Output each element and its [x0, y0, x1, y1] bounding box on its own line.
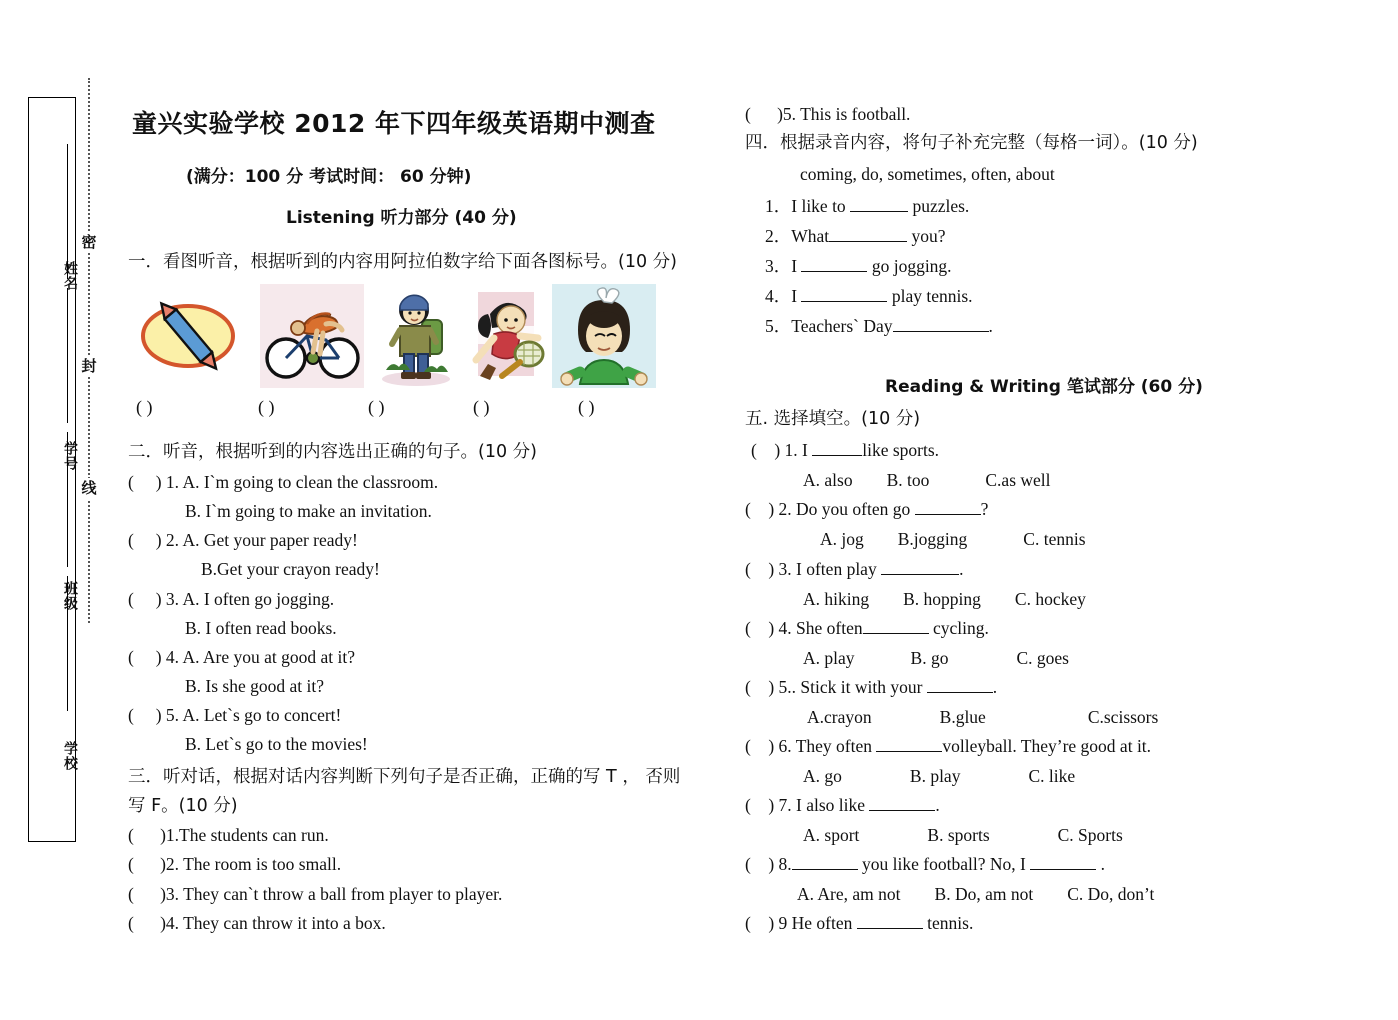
- s5-bracket-3[interactable]: ( ): [745, 559, 775, 579]
- s3-num-4: 4.: [165, 913, 180, 933]
- section3-heading-line2: 写 F。(10 分): [128, 796, 238, 816]
- s5-after-9: tennis.: [922, 913, 974, 933]
- s5-blank-3[interactable]: [881, 574, 959, 575]
- id-field-name: [29, 218, 77, 328]
- exam-subtitle: (满分：100 分 考试时间： 60 分钟): [186, 167, 472, 187]
- s5-item-9: [745, 909, 973, 937]
- id-field-school: [29, 698, 77, 808]
- s2-opt-b-5: B. Let`s go to the movies!: [185, 734, 368, 754]
- s4-word-bank: coming, do, sometimes, often, about: [800, 164, 1055, 184]
- s5-item-1: [745, 436, 939, 464]
- picture-girl-green: [552, 284, 656, 388]
- s2-opt-b-1: B. I`m going to make an invitation.: [185, 501, 432, 521]
- s3-item-3: [128, 880, 502, 908]
- s5-item-2: [745, 495, 988, 523]
- s5-opt-a-6[interactable]: A. go: [803, 766, 842, 786]
- picture-answer-brackets: [128, 393, 728, 419]
- s4-blank-5[interactable]: [893, 331, 989, 332]
- section2-heading: 二．听音，根据听到的内容选出正确的句子。(10 分): [128, 442, 537, 462]
- id-write-line-school[interactable]: [67, 576, 68, 711]
- s5-before-4: She often: [796, 618, 863, 638]
- s2-opt-b-3: B. I often read books.: [185, 618, 337, 638]
- id-write-line-name[interactable]: [67, 144, 68, 279]
- answer-bracket-1[interactable]: ( ): [136, 397, 153, 417]
- s5-num-9: 9: [778, 913, 788, 933]
- picture-row: [132, 284, 732, 390]
- s2-opt-a-3: A. I often go jogging.: [182, 589, 335, 609]
- s2-bracket-2[interactable]: ( ): [128, 530, 162, 550]
- s4-num-5: 5．: [765, 316, 792, 336]
- s4-before-3: I: [791, 256, 802, 276]
- s2-item-3-b: [128, 614, 337, 642]
- answer-bracket-2[interactable]: ( ): [258, 397, 275, 417]
- s3-text-2: The room is too small.: [183, 854, 342, 874]
- s5-after-4: cycling.: [928, 618, 989, 638]
- s2-bracket-3[interactable]: ( ): [128, 589, 162, 609]
- s2-item-4: [128, 643, 355, 671]
- s5-opt-c-2[interactable]: C. tennis: [1023, 529, 1086, 549]
- s5-opt-a-1[interactable]: A. also: [803, 470, 853, 490]
- s5-opt-b-1[interactable]: B. too: [886, 470, 930, 490]
- s2-opt-b-4: B. Is she good at it?: [185, 676, 325, 696]
- s5-opt-c-6[interactable]: C. like: [1028, 766, 1076, 786]
- s5-num-5: 5..: [778, 677, 797, 697]
- section4-heading: 四．根据录音内容，将句子补充完整（每格一词）。(10 分): [745, 133, 1198, 153]
- id-field-label-number: 学号: [62, 441, 78, 471]
- s5-bracket-7[interactable]: ( ): [745, 795, 775, 815]
- s4-after-5: .: [988, 316, 993, 336]
- s5-blank-1[interactable]: [812, 455, 862, 456]
- s5-bracket-4[interactable]: ( ): [745, 618, 775, 638]
- s5-before-9: He often: [791, 913, 857, 933]
- s5-num-3: 3.: [778, 559, 792, 579]
- s5-opt-b-8[interactable]: B. Do, am not: [934, 884, 1034, 904]
- s2-item-5: [128, 701, 341, 729]
- s3-bracket-1[interactable]: ( ): [128, 825, 166, 845]
- s5-bracket-8[interactable]: ( ): [745, 854, 775, 874]
- s5-item-7: [745, 791, 940, 819]
- s5-after-6: volleyball. They’re good at it.: [942, 736, 1152, 756]
- s3-bracket-4[interactable]: ( ): [128, 913, 166, 933]
- s5-blank-5[interactable]: [927, 692, 993, 693]
- s5-blank-6[interactable]: [876, 751, 942, 752]
- s5-bracket-5[interactable]: ( ): [745, 677, 775, 697]
- s2-item-1: [128, 468, 438, 496]
- s2-bracket-4[interactable]: ( ): [128, 647, 162, 667]
- answer-bracket-3[interactable]: ( ): [368, 397, 385, 417]
- s3-text-1: The students can run.: [179, 825, 329, 845]
- s3-item-4: [128, 909, 386, 937]
- s5-opt-c-3[interactable]: C. hockey: [1014, 589, 1086, 609]
- s4-num-4: 4．: [765, 286, 792, 306]
- answer-bracket-4[interactable]: ( ): [473, 397, 490, 417]
- s5-num-7: 7.: [778, 795, 792, 815]
- s5-blank-2[interactable]: [915, 514, 981, 515]
- id-field-label-name: 姓名: [62, 261, 78, 291]
- s4-item-5: [745, 312, 993, 340]
- s4-before-2: What: [791, 226, 830, 246]
- s4-blank-1[interactable]: [850, 211, 908, 212]
- s3-num-1: 1.: [165, 825, 180, 845]
- s3-text-5: This is football.: [800, 104, 911, 124]
- s2-opt-a-2: A. Get your paper ready!: [182, 530, 358, 550]
- s2-item-5-b: [128, 730, 368, 758]
- seal-char-feng: 封: [79, 356, 99, 377]
- section1-heading: 一．看图听音，根据听到的内容用阿拉伯数字给下面各图标号。(10 分): [128, 252, 677, 272]
- page-title: 童兴实验学校 2012 年下四年级英语期中测查: [132, 109, 656, 138]
- s5-bracket-1[interactable]: ( ): [751, 440, 781, 460]
- s2-item-4-b: [128, 672, 324, 700]
- s3-text-3: They can`t throw a ball from player to player.: [183, 884, 503, 904]
- s2-num-2: 2.: [165, 530, 180, 550]
- s5-opt-b-3[interactable]: B. hopping: [903, 589, 981, 609]
- s4-after-2: you?: [907, 226, 946, 246]
- s4-item-2: [745, 222, 946, 250]
- s5-options-8: [745, 880, 1154, 908]
- s5-bracket-2[interactable]: ( ): [745, 499, 775, 519]
- s5-options-6: [745, 762, 1075, 790]
- id-field-label-class: 班级: [62, 581, 78, 611]
- s5-opt-b-2[interactable]: B.jogging: [897, 529, 968, 549]
- s5-after2-8: .: [1096, 854, 1105, 874]
- s5-item-8: [745, 850, 1105, 878]
- s5-opt-b-7[interactable]: B. sports: [927, 825, 990, 845]
- s2-item-1-b: [128, 497, 432, 525]
- reading-writing-banner: Reading & Writing 笔试部分 (60 分): [885, 377, 1203, 397]
- s5-num-4: 4.: [778, 618, 792, 638]
- s5-after-7: .: [935, 795, 940, 815]
- s2-bracket-1[interactable]: ( ): [128, 472, 162, 492]
- s5-bracket-6[interactable]: ( ): [745, 736, 775, 756]
- s4-item-4: [745, 282, 973, 310]
- s5-opt-b-4[interactable]: B. go: [910, 648, 949, 668]
- s5-before-2: Do you often go: [796, 499, 915, 519]
- s3-item-1: [128, 821, 329, 849]
- s4-num-2: 2．: [765, 226, 792, 246]
- s3-item-2: [128, 850, 341, 878]
- s2-bracket-5[interactable]: ( ): [128, 705, 162, 725]
- s5-options-3: [745, 585, 1086, 613]
- s5-opt-a-2[interactable]: A. jog: [820, 529, 864, 549]
- s5-opt-c-8[interactable]: C. Do, don’t: [1067, 884, 1155, 904]
- s3-num-5: 5.: [782, 104, 797, 124]
- s5-item-5: [745, 673, 997, 701]
- s5-num-2: 2.: [778, 499, 792, 519]
- s5-blank-8a[interactable]: [792, 869, 858, 870]
- s5-after-3: .: [959, 559, 964, 579]
- s2-num-4: 4.: [165, 647, 180, 667]
- s5-after-5: .: [992, 677, 998, 697]
- seal-dotted-line: [88, 78, 90, 623]
- s5-opt-a-3[interactable]: A. hiking: [803, 589, 870, 609]
- id-write-line-class[interactable]: [67, 432, 68, 567]
- s5-options-1: [745, 466, 1051, 494]
- s4-after-1: puzzles.: [908, 196, 970, 216]
- s5-options-5: [745, 703, 1158, 731]
- s5-after-1: like sports.: [862, 440, 940, 460]
- s4-blank-3[interactable]: [801, 271, 867, 272]
- seal-char-mi: 密: [79, 232, 99, 253]
- answer-bracket-5[interactable]: ( ): [578, 397, 595, 417]
- s2-opt-a-5: A. Let`s go to concert!: [182, 705, 342, 725]
- seal-char-xian: 线: [79, 478, 99, 499]
- s2-item-2: [128, 526, 358, 554]
- s3-bracket-3[interactable]: ( ): [128, 884, 166, 904]
- picture-tennis: [454, 284, 558, 388]
- s5-opt-c-1[interactable]: C.as well: [985, 470, 1051, 490]
- s3-num-3: 3.: [165, 884, 180, 904]
- id-field-label-school: 学校: [62, 741, 78, 771]
- section5-heading: 五. 选择填空。(10 分): [745, 409, 921, 429]
- s5-before-7: I also like: [796, 795, 870, 815]
- s5-opt-a-7[interactable]: A. sport: [803, 825, 860, 845]
- s2-opt-b-2: B.Get your crayon ready!: [201, 559, 380, 579]
- s5-num-6: 6.: [778, 736, 792, 756]
- s5-item-4: [745, 614, 989, 642]
- s5-blank-7[interactable]: [869, 810, 935, 811]
- s5-bracket-9[interactable]: ( ): [745, 913, 775, 933]
- picture-cycling: [260, 284, 364, 388]
- s5-after-2: ?: [980, 499, 989, 519]
- s4-after-4: play tennis.: [887, 286, 973, 306]
- s4-after-3: go jogging.: [867, 256, 952, 276]
- s5-opt-c-4[interactable]: C. goes: [1016, 648, 1069, 668]
- s5-opt-a-5[interactable]: A.crayon: [807, 707, 872, 727]
- s3-num-2: 2.: [165, 854, 180, 874]
- s5-opt-c-7[interactable]: C. Sports: [1057, 825, 1123, 845]
- s4-before-5: Teachers` Day: [791, 316, 893, 336]
- s5-options-7: [745, 821, 1123, 849]
- picture-hiking: [364, 284, 468, 388]
- s2-num-1: 1.: [165, 472, 180, 492]
- s5-blank-9[interactable]: [857, 928, 923, 929]
- s2-opt-a-1: A. I`m going to clean the classroom.: [182, 472, 439, 492]
- id-field-number: [29, 398, 77, 508]
- margin-strip: [0, 0, 120, 1020]
- student-id-box: [28, 97, 76, 842]
- s5-before-6: They often: [795, 736, 877, 756]
- s5-blank-8b[interactable]: [1030, 869, 1096, 870]
- id-write-line-number[interactable]: [67, 288, 68, 423]
- s5-opt-a-8[interactable]: A. Are, am not: [797, 884, 901, 904]
- section3-heading-line1: 三．听对话，根据对话内容判断下列句子是否正确，正确的写 T ， 否则: [128, 767, 681, 787]
- s3-bracket-5[interactable]: ( ): [745, 104, 783, 124]
- s5-after-8: you like football? No, I: [857, 854, 1031, 874]
- s5-before-5: Stick it with your: [800, 677, 927, 697]
- s4-item-3: [745, 252, 952, 280]
- s2-opt-a-4: A. Are you at good at it?: [182, 647, 355, 667]
- s3-item-5: [745, 100, 910, 128]
- s5-opt-a-4[interactable]: A. play: [803, 648, 855, 668]
- s5-opt-c-5[interactable]: C.scissors: [1087, 707, 1159, 727]
- s4-num-1: 1．: [765, 196, 792, 216]
- s2-item-3: [128, 585, 334, 613]
- s5-blank-4[interactable]: [863, 633, 929, 634]
- s3-bracket-2[interactable]: ( ): [128, 854, 166, 874]
- s4-before-4: I: [791, 286, 802, 306]
- s3-text-4: They can throw it into a box.: [183, 913, 386, 933]
- s5-before-3: I often play: [796, 559, 882, 579]
- s5-options-4: [745, 644, 1069, 672]
- s5-item-3: [745, 555, 963, 583]
- s4-blank-2[interactable]: [829, 241, 907, 242]
- s5-opt-b-5[interactable]: B.glue: [939, 707, 986, 727]
- picture-crayon: [136, 284, 240, 388]
- s5-before-1: I: [802, 440, 813, 460]
- s4-item-1: [745, 192, 969, 220]
- s2-item-2-b: [128, 555, 380, 583]
- s4-before-1: I like to: [791, 196, 851, 216]
- s2-num-5: 5.: [165, 705, 180, 725]
- s5-opt-b-6[interactable]: B. play: [909, 766, 961, 786]
- s5-num-8: 8.: [778, 854, 792, 874]
- listening-section-banner: Listening 听力部分 (40 分): [286, 208, 517, 228]
- s2-num-3: 3.: [165, 589, 180, 609]
- s4-num-3: 3．: [765, 256, 792, 276]
- s4-blank-4[interactable]: [801, 301, 887, 302]
- id-field-class: [29, 538, 77, 648]
- s5-item-6: [745, 732, 1151, 760]
- s5-options-2: [745, 525, 1086, 553]
- s5-num-1: 1.: [784, 440, 798, 460]
